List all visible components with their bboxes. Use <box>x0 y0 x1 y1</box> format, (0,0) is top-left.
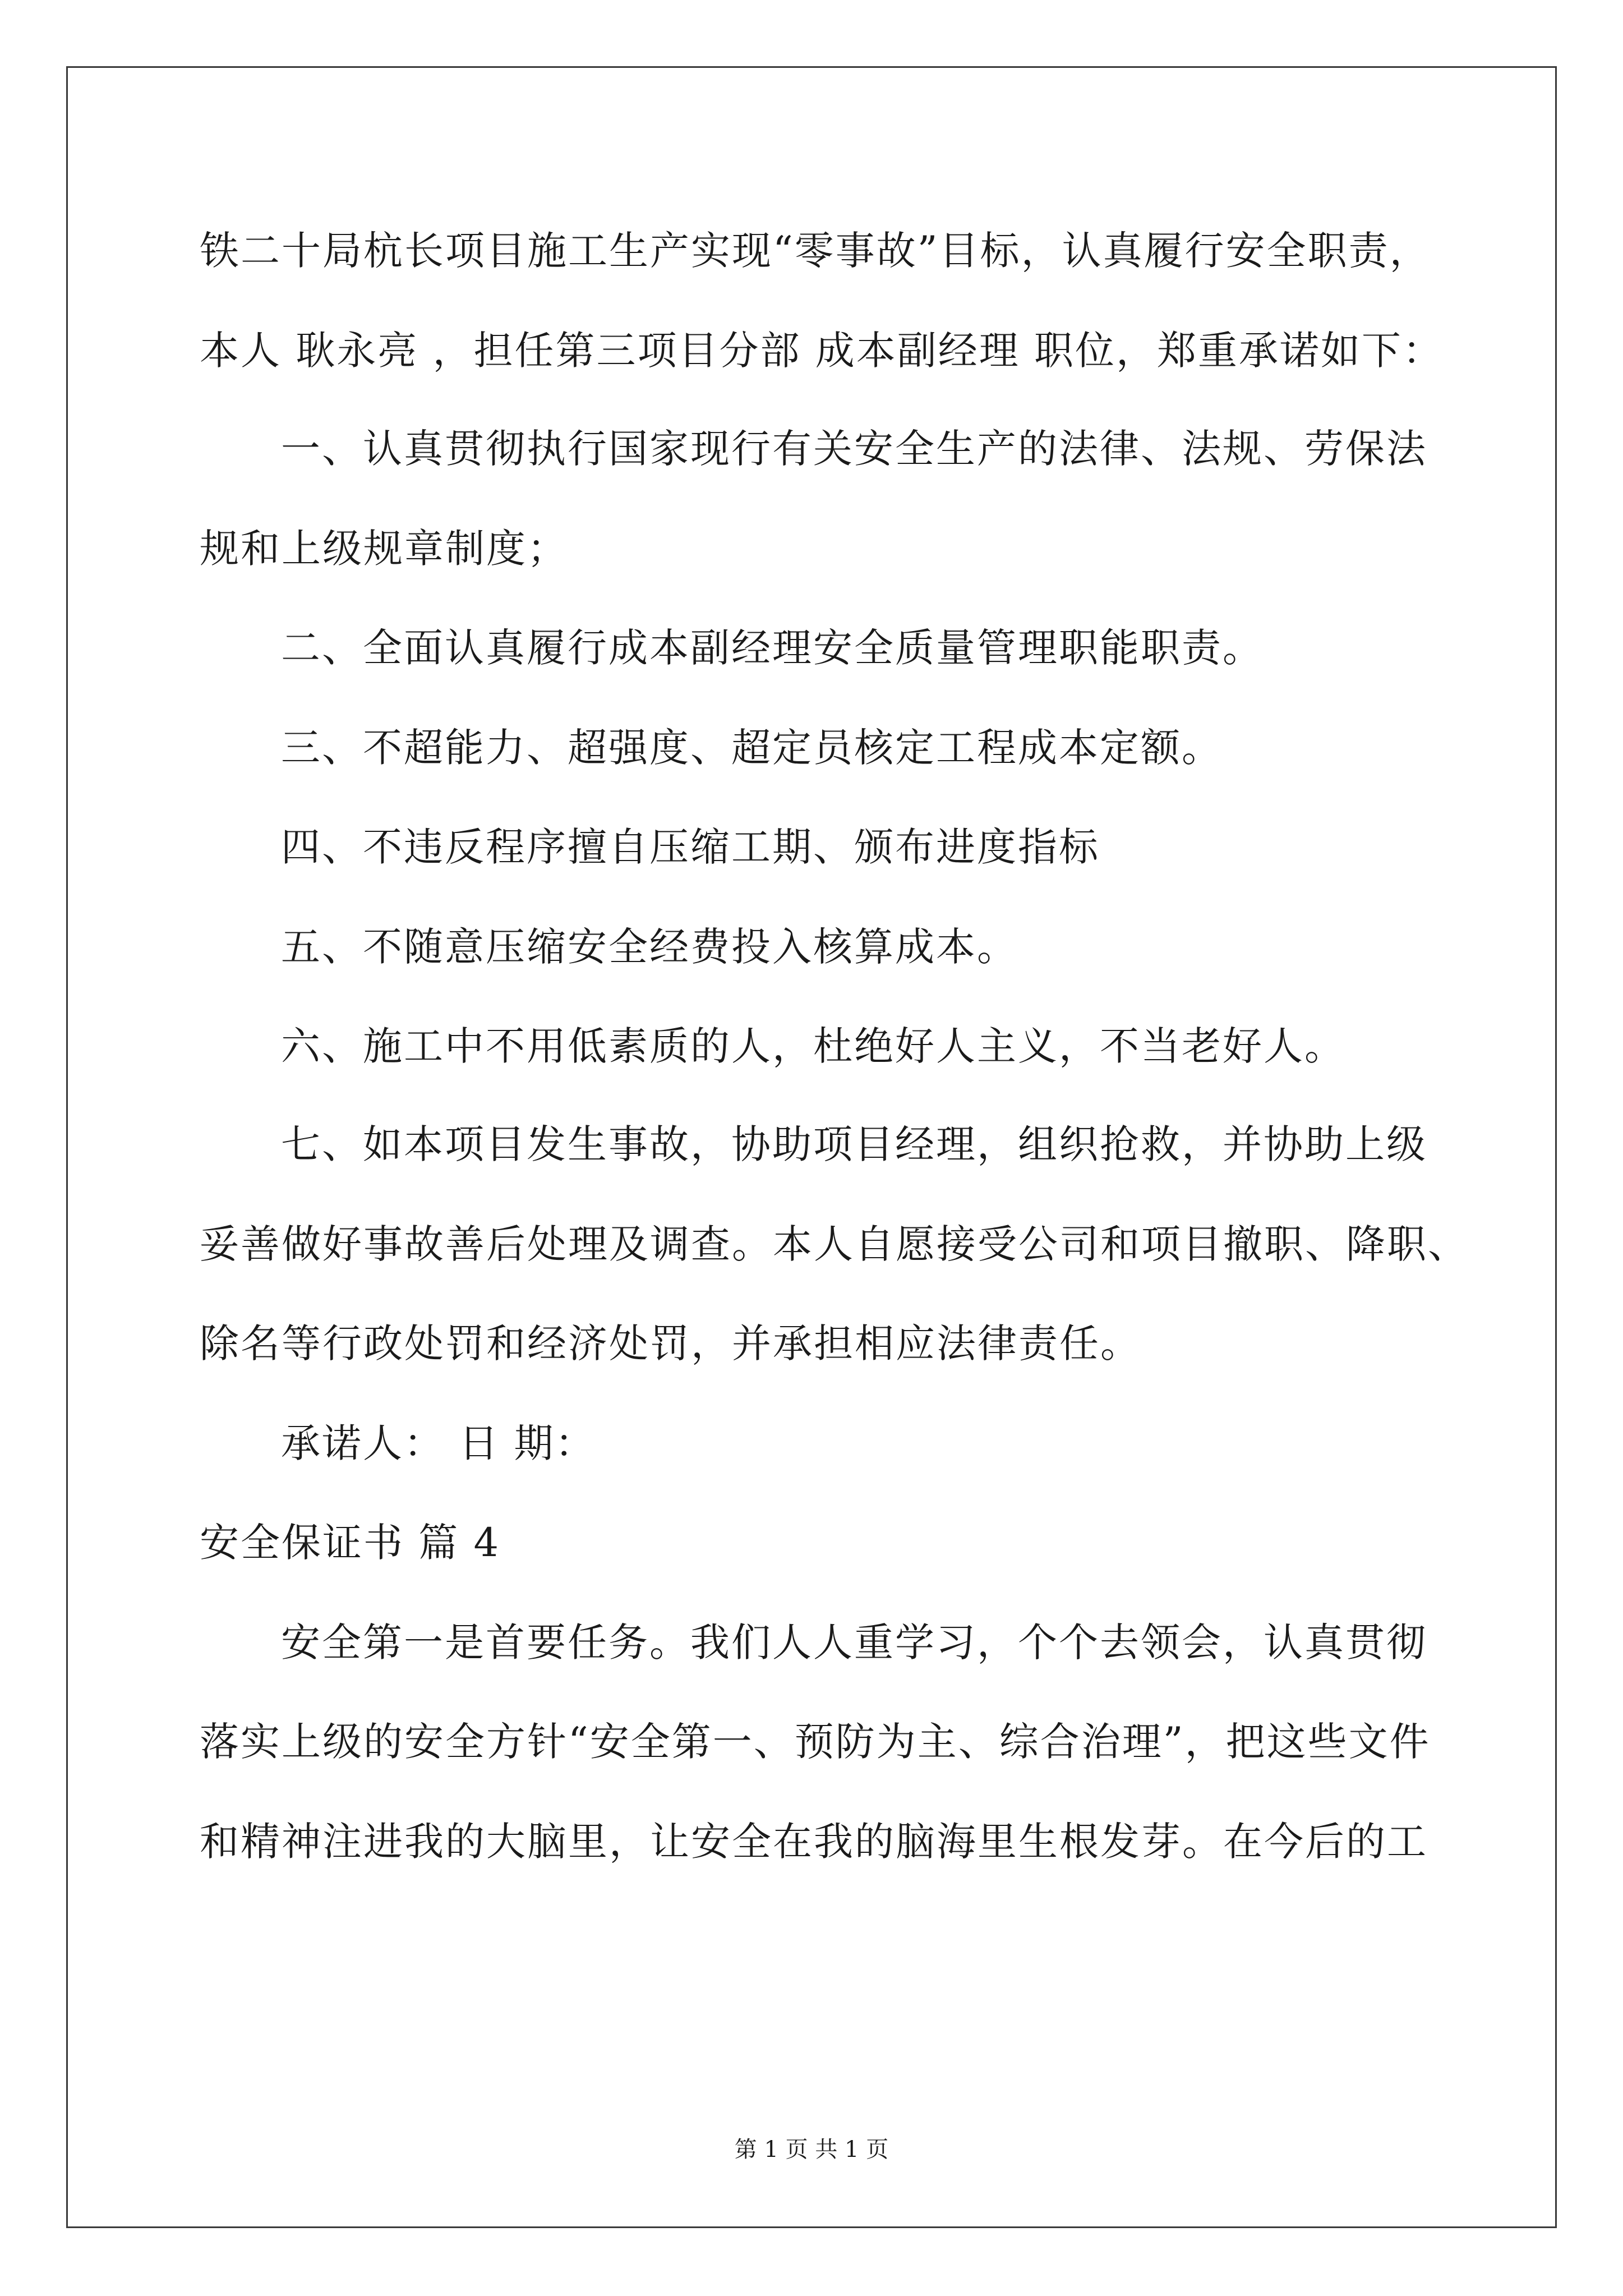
text-line: 妥善做好事故善后处理及调查。本人自愿接受公司和项目撤职、降职、 <box>200 1221 1469 1267</box>
text-line: 本人 耿永亮 ，担任第三项目分部 成本副经理 职位，郑重承诺如下： <box>200 328 1444 374</box>
text-line: 六、施工中不用低素质的人，杜绝好人主义，不当老好人。 <box>281 1023 1345 1069</box>
text-line: 四、不违反程序擅自压缩工期、颁布进度指标 <box>281 824 1100 870</box>
text-line: 七、如本项目发生事故，协助项目经理，组织抢救，并协助上级 <box>281 1121 1427 1167</box>
signature-line: 承诺人： 日 期： <box>281 1420 596 1466</box>
section-heading: 安全保证书 篇 4 <box>200 1520 501 1566</box>
text-line: 二、全面认真履行成本副经理安全质量管理职能职责。 <box>281 625 1264 671</box>
text-line: 安全第一是首要任务。我们人人重学习，个个去领会，认真贯彻 <box>281 1619 1427 1665</box>
text-line: 规和上级规章制度； <box>200 526 568 572</box>
text-line: 五、不随意压缩安全经费投入核算成本。 <box>281 924 1018 970</box>
page-footer: 第 1 页 共 1 页 <box>734 2137 889 2162</box>
text-line: 和精神注进我的大脑里，让安全在我的脑海里生根发芽。在今后的工 <box>200 1819 1428 1865</box>
text-line: 一、认真贯彻执行国家现行有关安全生产的法律、法规、劳保法 <box>281 426 1427 472</box>
text-line: 落实上级的安全方针“安全第一、预防为主、综合治理”，把这些文件 <box>200 1719 1431 1765</box>
text-line: 三、不超能力、超强度、超定员核定工程成本定额。 <box>281 725 1223 771</box>
text-line: 铁二十局杭长项目施工生产实现“零事故”目标，认真履行安全职责， <box>200 228 1431 274</box>
text-line: 除名等行政处罚和经济处罚，并承担相应法律责任。 <box>200 1320 1141 1366</box>
